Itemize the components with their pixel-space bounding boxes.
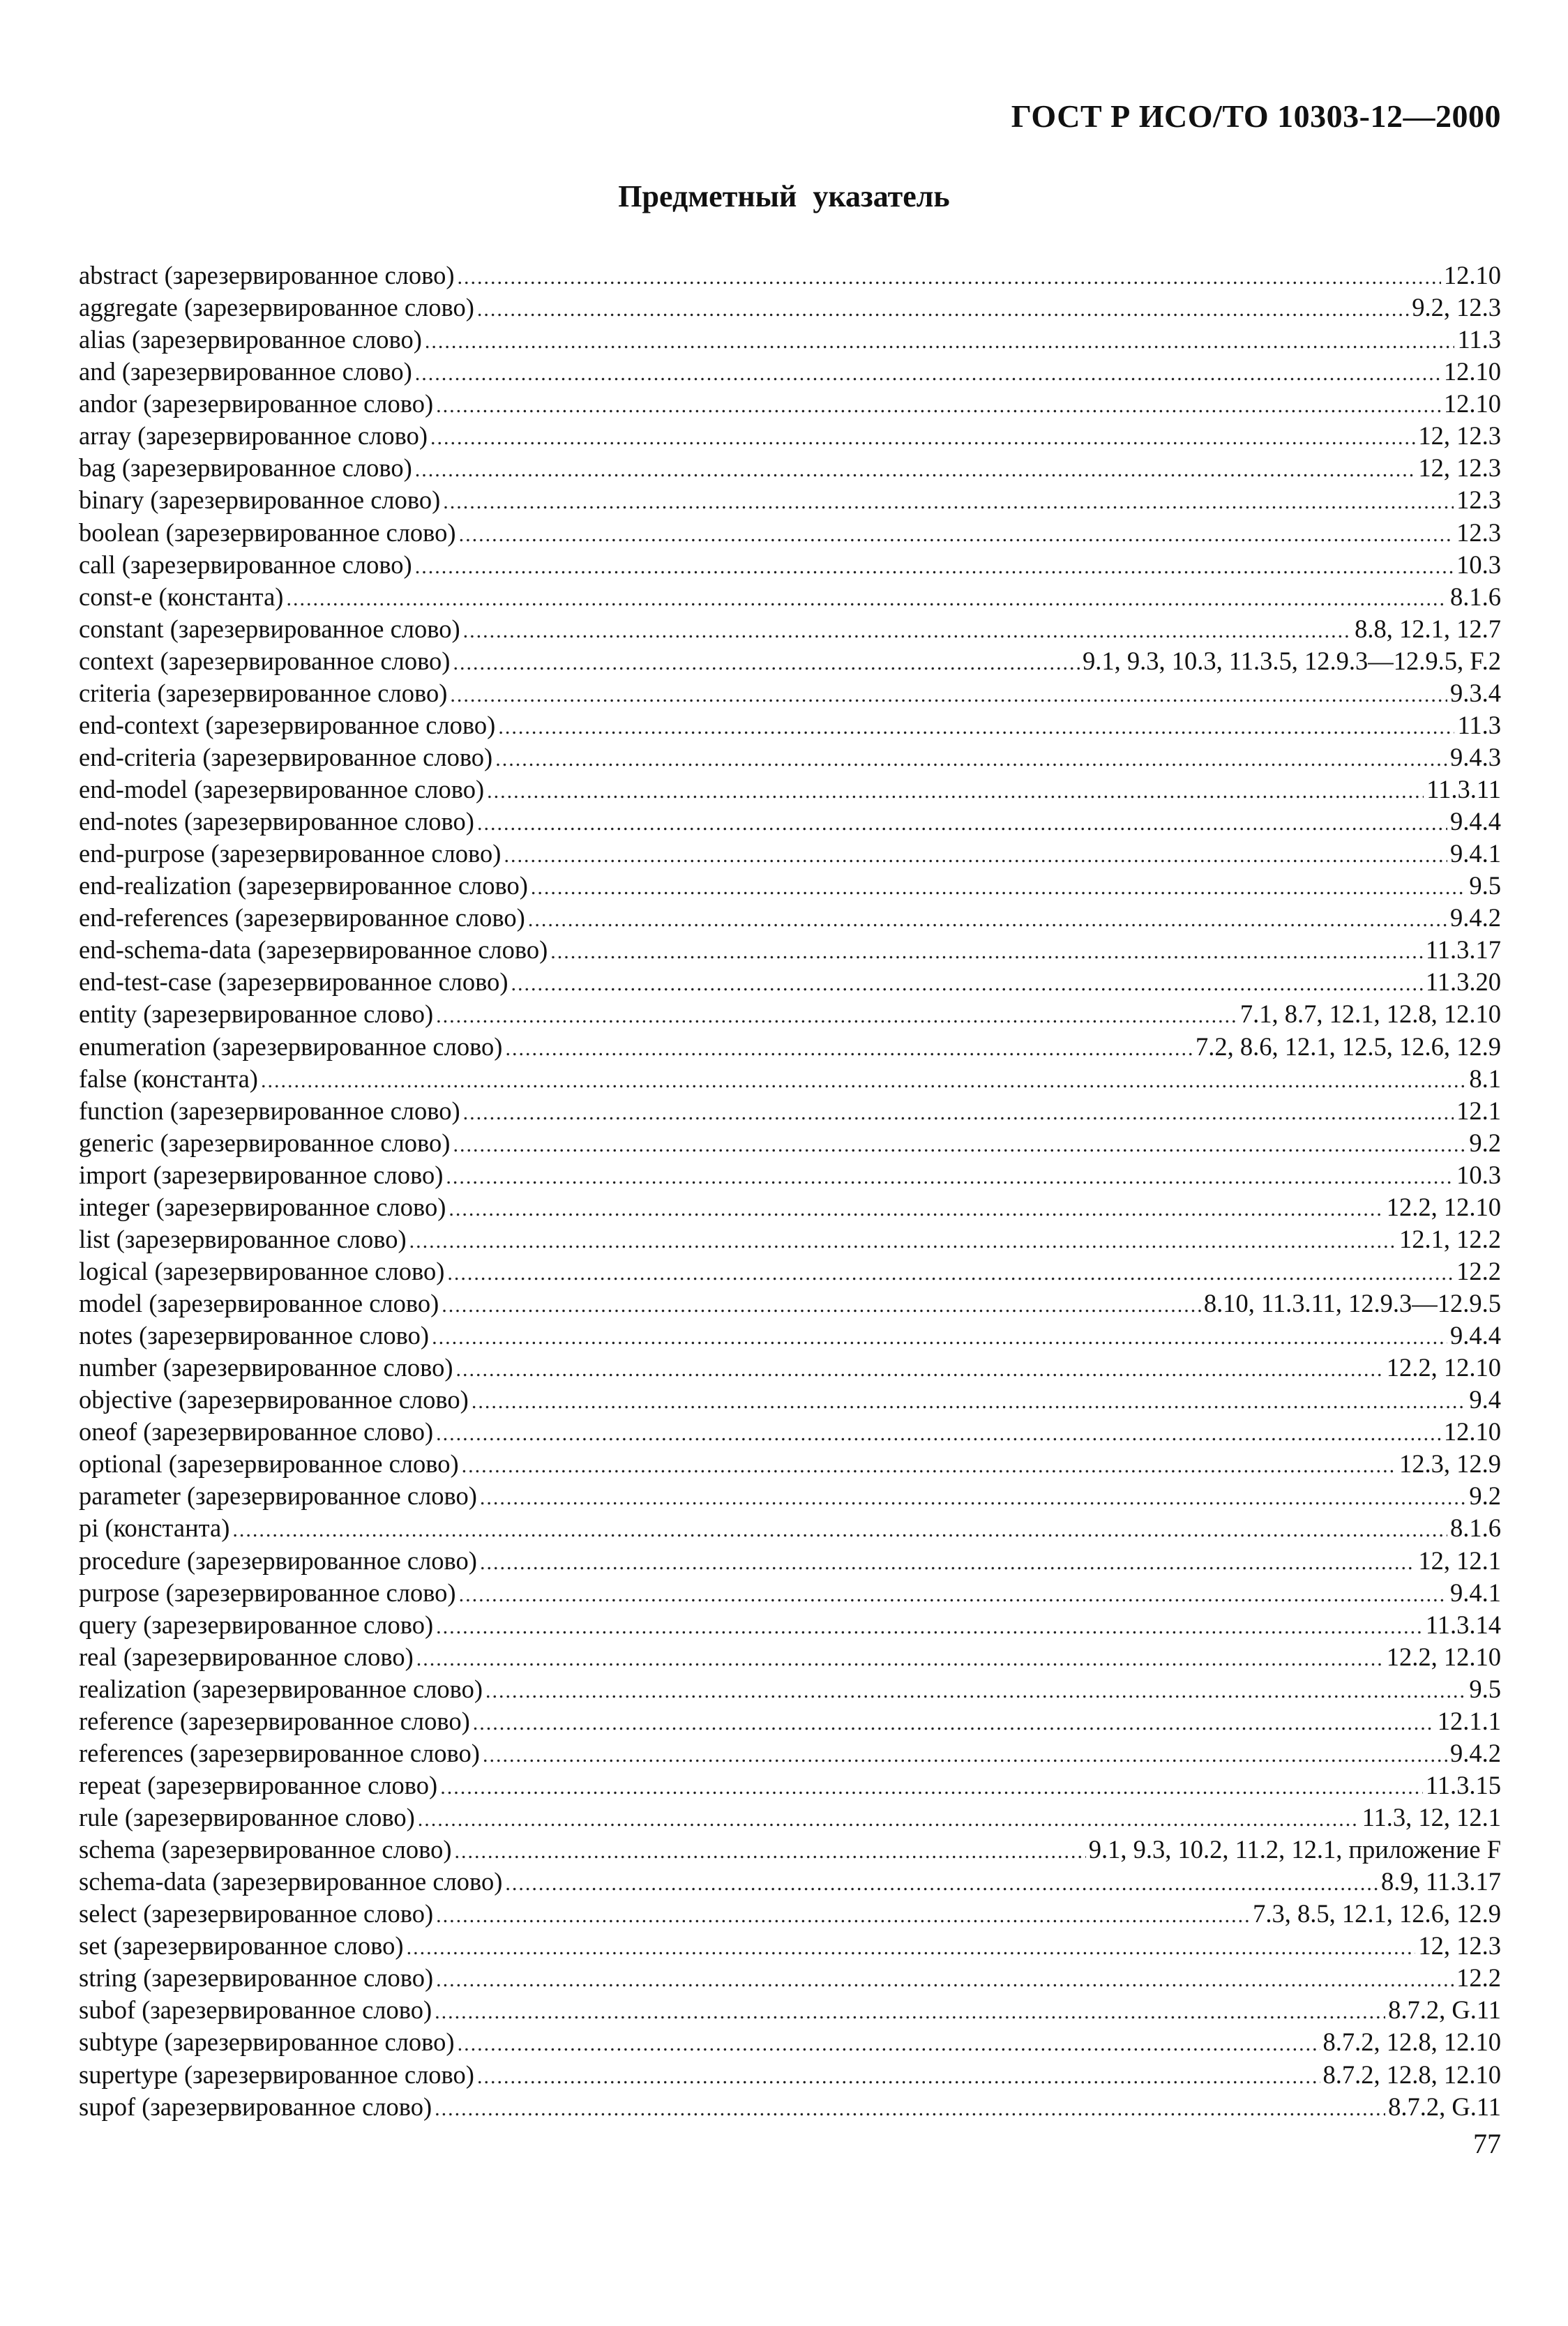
index-entry xyxy=(79,356,1501,388)
index-entry xyxy=(79,1834,1501,1866)
dot-leader xyxy=(477,294,1409,326)
index-term: number (зарезервированное слово) xyxy=(79,1353,453,1382)
index-entry xyxy=(79,1191,1501,1223)
dot-leader xyxy=(446,1161,1454,1193)
index-references: 8.7.2, G.11 xyxy=(1388,1995,1501,2025)
index-term: parameter (зарезервированное слово) xyxy=(79,1481,477,1511)
index-entry xyxy=(79,1866,1501,1898)
index-entry xyxy=(79,1384,1501,1416)
index-references: 12.2, 12.10 xyxy=(1386,1642,1501,1671)
index-entry xyxy=(79,806,1501,838)
index-references: 11.3, 12, 12.1 xyxy=(1362,1803,1501,1832)
index-term: logical (зарезервированное слово) xyxy=(79,1256,445,1285)
index-references: 12, 12.3 xyxy=(1418,421,1501,451)
dot-leader xyxy=(447,1258,1454,1290)
dot-leader xyxy=(458,2028,1320,2060)
dot-leader xyxy=(436,1900,1250,1932)
index-term: context (зарезервированное слово) xyxy=(79,646,451,675)
dot-leader xyxy=(511,968,1423,1000)
index-references: 12.2 xyxy=(1456,1256,1501,1285)
index-term: supof (зарезервированное слово) xyxy=(79,2092,432,2121)
index-term: procedure (зарезервированное слово) xyxy=(79,1546,477,1575)
page-title: Предметный указатель xyxy=(618,179,950,213)
index-references: 9.4.4 xyxy=(1450,807,1501,836)
dot-leader xyxy=(477,808,1447,840)
index-term: select (зарезервированное слово) xyxy=(79,1899,434,1928)
dot-leader xyxy=(472,1386,1467,1418)
index-term: optional (зарезервированное слово) xyxy=(79,1449,459,1479)
dot-leader xyxy=(448,1193,1383,1225)
dot-leader xyxy=(440,1772,1423,1804)
index-term: end-realization (зарезервированное слово) xyxy=(79,871,528,900)
index-references: 8.7.2, 12.8, 12.10 xyxy=(1322,2027,1501,2057)
subject-index-list xyxy=(79,259,1501,2123)
index-references: 10.3 xyxy=(1456,1160,1501,1189)
index-term: array (зарезервированное слово) xyxy=(79,421,428,451)
index-term: references (зарезервированное слово) xyxy=(79,1738,480,1767)
index-references: 9.2, 12.3 xyxy=(1412,293,1501,322)
dot-leader xyxy=(485,1675,1466,1707)
index-entry xyxy=(79,1448,1501,1480)
index-term: const-e (константа) xyxy=(79,582,284,611)
index-entry xyxy=(79,2026,1501,2058)
index-entry xyxy=(79,1255,1501,1287)
index-references: 9.4.1 xyxy=(1450,1578,1501,1607)
dot-leader xyxy=(483,1739,1447,1772)
index-term: aggregate (зарезервированное слово) xyxy=(79,293,474,322)
dot-leader xyxy=(473,1707,1435,1739)
dot-leader xyxy=(442,1290,1201,1322)
index-entry xyxy=(79,677,1501,709)
index-term: abstract (зарезервированное слово) xyxy=(79,261,455,289)
index-entry xyxy=(79,1994,1501,2026)
index-term: bag (зарезервированное слово) xyxy=(79,453,412,483)
index-references: 11.3 xyxy=(1457,710,1501,739)
index-term: query (зарезервированное слово) xyxy=(79,1610,434,1639)
dot-leader xyxy=(232,1514,1447,1546)
index-entry xyxy=(79,966,1501,998)
index-references: 9.1, 9.3, 10.3, 11.3.5, 12.9.3—12.9.5, F.2 xyxy=(1082,646,1501,675)
index-references: 8.7.2, 12.8, 12.10 xyxy=(1322,2060,1501,2089)
index-entry xyxy=(79,1769,1501,1802)
index-entry xyxy=(79,1545,1501,1577)
dot-leader xyxy=(407,1932,1416,1964)
index-term: alias (зарезервированное слово) xyxy=(79,325,422,354)
index-term: end-context (зарезервированное слово) xyxy=(79,710,496,739)
index-term: oneof (зарезервированное слово) xyxy=(79,1417,434,1447)
index-entry xyxy=(79,1223,1501,1255)
dot-leader xyxy=(454,1836,1085,1868)
dot-leader xyxy=(435,2093,1385,2125)
dot-leader xyxy=(487,776,1424,808)
dot-leader xyxy=(495,743,1447,776)
dot-leader xyxy=(458,262,1441,294)
index-entry xyxy=(79,452,1501,484)
index-term: realization (зарезервированное слово) xyxy=(79,1674,483,1703)
index-entry xyxy=(79,549,1501,581)
index-references: 8.10, 11.3.11, 12.9.3—12.9.5 xyxy=(1203,1289,1501,1317)
index-references: 9.4 xyxy=(1469,1385,1501,1414)
index-entry xyxy=(79,870,1501,902)
index-references: 12.10 xyxy=(1443,389,1501,418)
index-entry xyxy=(79,1352,1501,1384)
index-entry xyxy=(79,1962,1501,1994)
dot-leader xyxy=(261,1065,1466,1097)
index-references: 9.1, 9.3, 10.2, 11.2, 12.1, приложение F xyxy=(1088,1835,1501,1864)
index-term: end-model (зарезервированное слово) xyxy=(79,775,485,803)
index-entry xyxy=(79,998,1501,1030)
index-entry xyxy=(79,838,1501,870)
index-references: 12.10 xyxy=(1443,357,1501,386)
index-term: purpose (зарезервированное слово) xyxy=(79,1578,456,1607)
index-references: 12.1, 12.2 xyxy=(1399,1224,1501,1253)
index-references: 12.10 xyxy=(1443,1417,1501,1447)
index-references: 8.1 xyxy=(1469,1064,1501,1093)
index-term: objective (зарезервированное слово) xyxy=(79,1385,469,1414)
dot-leader xyxy=(453,1129,1466,1161)
dot-leader xyxy=(435,1996,1385,2028)
dot-leader xyxy=(436,1000,1237,1032)
index-references: 8.8, 12.1, 12.7 xyxy=(1355,614,1501,643)
index-entry xyxy=(79,1416,1501,1448)
index-entry xyxy=(79,581,1501,613)
index-references: 12, 12.1 xyxy=(1418,1546,1501,1575)
index-entry xyxy=(79,934,1501,966)
index-entry xyxy=(79,1930,1501,1962)
index-entry xyxy=(79,1705,1501,1737)
index-term: constant (зарезервированное слово) xyxy=(79,614,460,643)
dot-leader xyxy=(430,422,1415,454)
index-entry xyxy=(79,1287,1501,1320)
index-term: false (константа) xyxy=(79,1064,258,1093)
index-term: reference (зарезервированное слово) xyxy=(79,1706,470,1735)
index-entry xyxy=(79,259,1501,292)
index-references: 12.1.1 xyxy=(1437,1706,1501,1735)
index-entry xyxy=(79,1802,1501,1834)
dot-leader xyxy=(480,1547,1415,1579)
index-references: 9.5 xyxy=(1469,871,1501,900)
index-entry xyxy=(79,1127,1501,1159)
index-term: generic (зарезервированное слово) xyxy=(79,1128,451,1157)
dot-leader xyxy=(436,390,1441,422)
index-references: 8.9, 11.3.17 xyxy=(1380,1867,1501,1896)
index-entry xyxy=(79,517,1501,549)
index-entry xyxy=(79,1673,1501,1705)
index-term: import (зарезервированное слово) xyxy=(79,1160,444,1189)
index-references: 11.3.17 xyxy=(1425,935,1501,965)
index-entry xyxy=(79,1898,1501,1930)
index-entry xyxy=(79,1031,1501,1063)
dot-leader xyxy=(416,1643,1384,1675)
index-entry xyxy=(79,2091,1501,2123)
index-entry xyxy=(79,1609,1501,1641)
dot-leader xyxy=(456,1354,1384,1386)
index-references: 9.4.2 xyxy=(1450,1738,1501,1767)
index-references: 12.1 xyxy=(1456,1096,1501,1125)
index-references: 9.4.1 xyxy=(1450,839,1501,868)
dot-leader xyxy=(498,711,1454,743)
index-references: 11.3.15 xyxy=(1425,1770,1501,1799)
dot-leader xyxy=(436,1611,1423,1643)
dot-leader xyxy=(425,326,1455,358)
index-entry xyxy=(79,1159,1501,1191)
index-references: 9.4.4 xyxy=(1450,1321,1501,1350)
dot-leader xyxy=(462,1450,1396,1482)
index-term: criteria (зарезервированное слово) xyxy=(79,678,448,707)
index-entry xyxy=(79,484,1501,516)
index-entry xyxy=(79,1641,1501,1673)
index-term: entity (зарезервированное слово) xyxy=(79,999,434,1029)
index-term: rule (зарезервированное слово) xyxy=(79,1803,415,1832)
index-references: 11.3.14 xyxy=(1425,1610,1501,1639)
dot-leader xyxy=(550,936,1423,968)
index-term: end-references (зарезервированное слово) xyxy=(79,903,525,932)
index-term: end-notes (зарезервированное слово) xyxy=(79,807,474,836)
dot-leader xyxy=(436,1964,1454,1996)
index-term: and (зарезервированное слово) xyxy=(79,357,412,386)
index-term: subtype (зарезервированное слово) xyxy=(79,2027,455,2057)
index-references: 9.3.4 xyxy=(1450,678,1501,707)
dot-leader xyxy=(443,486,1454,518)
dot-leader xyxy=(480,1482,1466,1514)
dot-leader xyxy=(463,615,1352,647)
index-references: 7.2, 8.6, 12.1, 12.5, 12.6, 12.9 xyxy=(1196,1032,1501,1061)
index-term: function (зарезервированное слово) xyxy=(79,1096,460,1125)
dot-leader xyxy=(505,1868,1378,1900)
index-entry xyxy=(79,324,1501,356)
index-entry xyxy=(79,1577,1501,1609)
index-references: 7.3, 8.5, 12.1, 12.6, 12.9 xyxy=(1253,1899,1501,1928)
index-entry xyxy=(79,292,1501,324)
index-term: end-test-case (зарезервированное слово) xyxy=(79,967,508,997)
index-term: subof (зарезервированное слово) xyxy=(79,1995,432,2025)
dot-leader xyxy=(459,519,1454,551)
index-term: andor (зарезервированное слово) xyxy=(79,389,434,418)
index-term: boolean (зарезервированное слово) xyxy=(79,518,456,547)
index-references: 9.2 xyxy=(1469,1128,1501,1157)
index-references: 12.2 xyxy=(1456,1963,1501,1993)
index-entry xyxy=(79,645,1501,677)
dot-leader xyxy=(453,647,1080,679)
index-term: set (зарезервированное слово) xyxy=(79,1931,404,1961)
index-term: model (зарезервированное слово) xyxy=(79,1289,439,1317)
index-term: call (зарезервированное слово) xyxy=(79,550,412,579)
index-references: 8.1.6 xyxy=(1450,1513,1501,1543)
index-term: binary (зарезервированное слово) xyxy=(79,485,441,515)
index-references: 12.2, 12.10 xyxy=(1386,1192,1501,1221)
dot-leader xyxy=(477,2061,1320,2093)
index-term: schema-data (зарезервированное слово) xyxy=(79,1867,503,1896)
index-entry xyxy=(79,613,1501,645)
index-references: 8.7.2, G.11 xyxy=(1388,2092,1501,2121)
index-term: end-purpose (зарезервированное слово) xyxy=(79,839,502,868)
index-references: 9.4.2 xyxy=(1450,903,1501,932)
index-entry xyxy=(79,709,1501,741)
index-entry xyxy=(79,1320,1501,1352)
dot-leader xyxy=(432,1322,1447,1354)
dot-leader xyxy=(463,1097,1454,1129)
page-number: 77 xyxy=(1473,2128,1501,2159)
index-term: list (зарезервированное слово) xyxy=(79,1224,407,1253)
index-term: integer (зарезервированное слово) xyxy=(79,1192,446,1221)
index-entry xyxy=(79,902,1501,934)
standard-header: ГОСТ Р ИСО/ТО 10303-12—2000 xyxy=(1011,98,1501,134)
index-references: 9.4.3 xyxy=(1450,742,1501,771)
index-references: 11.3.20 xyxy=(1425,967,1501,997)
index-references: 11.3.11 xyxy=(1426,775,1501,803)
index-entry xyxy=(79,388,1501,420)
index-references: 12, 12.3 xyxy=(1418,453,1501,483)
dot-leader xyxy=(415,454,1416,486)
index-entry xyxy=(79,1063,1501,1095)
dot-leader xyxy=(436,1418,1441,1450)
dot-leader xyxy=(531,872,1466,904)
index-entry xyxy=(79,741,1501,773)
dot-leader xyxy=(418,1804,1359,1836)
dot-leader xyxy=(286,583,1447,615)
index-references: 12.3 xyxy=(1456,518,1501,547)
index-term: end-schema-data (зарезервированное слово) xyxy=(79,935,548,965)
index-entry xyxy=(79,2059,1501,2091)
index-references: 12.10 xyxy=(1443,261,1501,289)
index-term: enumeration (зарезервированное слово) xyxy=(79,1032,503,1061)
index-references: 12, 12.3 xyxy=(1418,1931,1501,1961)
index-references: 10.3 xyxy=(1456,550,1501,579)
index-term: pi (константа) xyxy=(79,1513,230,1543)
index-references: 12.2, 12.10 xyxy=(1386,1353,1501,1382)
index-references: 12.3 xyxy=(1456,485,1501,515)
index-term: real (зарезервированное слово) xyxy=(79,1642,414,1671)
dot-leader xyxy=(415,551,1454,583)
index-entry xyxy=(79,773,1501,806)
index-term: supertype (зарезервированное слово) xyxy=(79,2060,474,2089)
index-term: notes (зарезервированное слово) xyxy=(79,1321,430,1350)
index-references: 8.1.6 xyxy=(1450,582,1501,611)
index-entry xyxy=(79,1095,1501,1127)
index-references: 9.2 xyxy=(1469,1481,1501,1511)
index-entry xyxy=(79,1480,1501,1512)
dot-leader xyxy=(450,679,1447,711)
dot-leader xyxy=(409,1225,1396,1258)
index-term: repeat (зарезервированное слово) xyxy=(79,1770,438,1799)
index-entry xyxy=(79,1737,1501,1769)
index-references: 7.1, 8.7, 12.1, 12.8, 12.10 xyxy=(1239,999,1501,1029)
index-entry xyxy=(79,1512,1501,1544)
index-references: 9.5 xyxy=(1469,1674,1501,1703)
index-references: 11.3 xyxy=(1457,325,1501,354)
index-term: string (зарезервированное слово) xyxy=(79,1963,434,1993)
dot-leader xyxy=(459,1579,1447,1611)
dot-leader xyxy=(504,840,1447,872)
index-entry xyxy=(79,420,1501,452)
index-term: schema (зарезервированное слово) xyxy=(79,1835,452,1864)
index-references: 12.3, 12.9 xyxy=(1399,1449,1501,1479)
dot-leader xyxy=(505,1033,1193,1065)
dot-leader xyxy=(528,904,1447,936)
index-term: end-criteria (зарезервированное слово) xyxy=(79,742,493,771)
dot-leader xyxy=(415,358,1441,390)
